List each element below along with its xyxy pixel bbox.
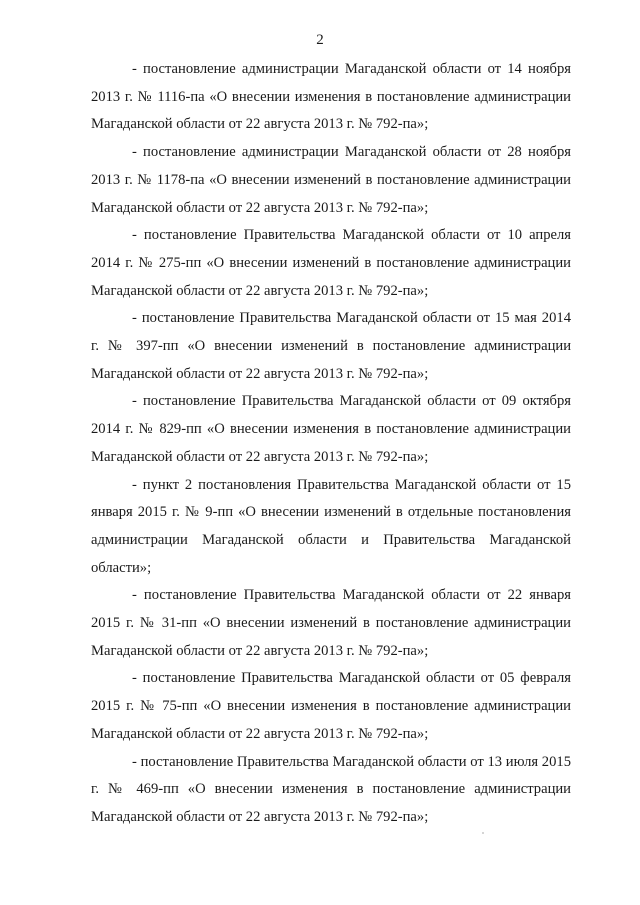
scan-artifact — [482, 832, 484, 834]
list-item: - постановление Правительства Магаданской области от 13 июля 2015 г. № 469-пп «О внесении изменения в постановление администрации Магаданской области от 22 августа 2013 г. № 792-па»; — [91, 753, 571, 825]
document-body — [91, 56, 571, 832]
list-item: - постановление администрации Магаданской области от 14 ноября 2013 г. № 1116-па «О внесении изменения в постановление администрации Магаданской области от 22 августа 2013 г. № 792-па»; — [91, 61, 571, 133]
list-item: - постановление Правительства Магаданской области от 10 апреля 2014 г. № 275-пп «О внесении изменений в постановление администрации Магаданской области от 22 августа 2013 г. № 792-па»; — [91, 227, 571, 299]
list-item: - постановление Правительства Магаданской области от 15 мая 2014 г. № 397-пп «О внесении изменений в постановление администрации Магаданской области от 22 августа 2013 г. № 792-па»; — [91, 310, 571, 382]
list-item: - постановление администрации Магаданской области от 28 ноября 2013 г. № 1178-па «О внесении изменений в постановление администрации Магаданской области от 22 августа 2013 г. № 792-па»; — [91, 144, 571, 216]
list-item: - пункт 2 постановления Правительства Магаданской области от 15 января 2015 г. № 9-пп «О внесении изменений в отдельные постановления администрации Магаданской области и Правительства Магаданской области»; — [91, 476, 571, 576]
list-item: - постановление Правительства Магаданской области от 22 января 2015 г. № 31-пп «О внесении изменений в постановление администрации Магаданской области от 22 августа 2013 г. № 792-па»; — [91, 587, 571, 659]
list-item: - постановление Правительства Магаданской области от 05 февраля 2015 г. № 75-пп «О внесении изменения в постановление администрации Магаданской области от 22 августа 2013 г. № 792-па»; — [91, 670, 571, 742]
list-item: - постановление Правительства Магаданской области от 09 октября 2014 г. № 829-пп «О внесении изменения в постановление администрации Магаданской области от 22 августа 2013 г. № 792-па»; — [91, 393, 571, 465]
page-number: 2 — [316, 32, 324, 48]
